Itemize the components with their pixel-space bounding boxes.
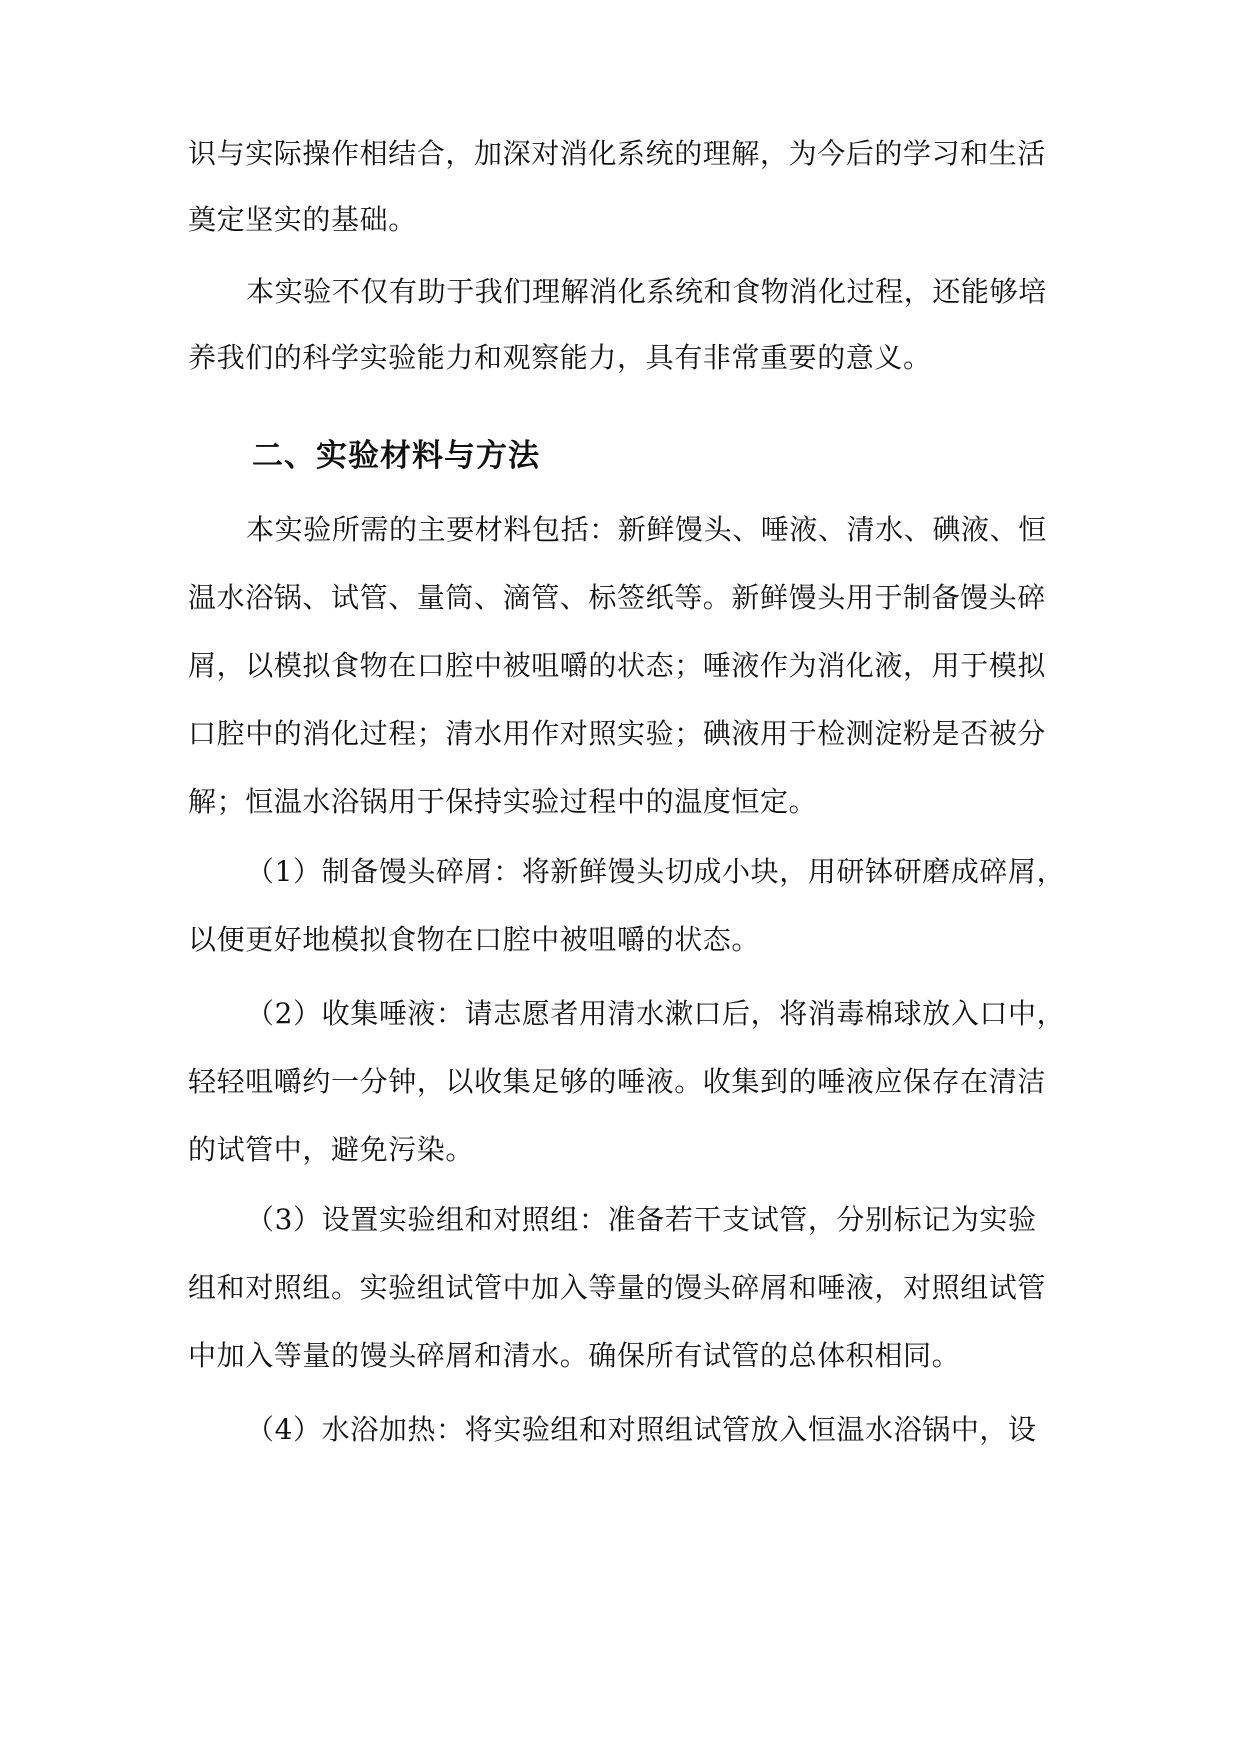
text-line: 组和对照组。实验组试管中加入等量的馒头碎屑和唾液，对照组试管: [188, 1271, 1047, 1304]
text-line: 养我们的科学实验能力和观察能力，具有非常重要的意义。: [188, 341, 932, 374]
text-line: 屑，以模拟食物在口腔中被咀嚼的状态；唾液作为消化液，用于模拟: [188, 649, 1047, 682]
text-line: （3）设置实验组和对照组：准备若干支试管，分别标记为实验: [246, 1203, 1037, 1236]
text-line: （1）制备馒头碎屑：将新鲜馒头切成小块，用研钵研磨成碎屑，: [246, 855, 1066, 888]
text-line: 解；恒温水浴锅用于保持实验过程中的温度恒定。: [188, 785, 818, 818]
text-line: 奠定坚实的基础。: [188, 203, 417, 236]
text-line: 的试管中，避免污染。: [188, 1133, 475, 1166]
text-line: 口腔中的消化过程；清水用作对照实验；碘液用于检测淀粉是否被分: [188, 717, 1047, 750]
text-line: 本实验不仅有助于我们理解消化系统和食物消化过程，还能够培: [246, 275, 1047, 308]
text-line: （4）水浴加热：将实验组和对照组试管放入恒温水浴锅中，设: [246, 1413, 1037, 1446]
text-line: 本实验所需的主要材料包括：新鲜馒头、唾液、清水、碘液、恒: [246, 513, 1047, 546]
text-line: （2）收集唾液：请志愿者用清水漱口后，将消毒棉球放入口中，: [246, 997, 1066, 1030]
text-line: 轻轻咀嚼约一分钟，以收集足够的唾液。收集到的唾液应保存在清洁: [188, 1065, 1047, 1098]
text-line: 识与实际操作相结合，加深对消化系统的理解，为今后的学习和生活: [188, 137, 1047, 170]
text-line: 温水浴锅、试管、量筒、滴管、标签纸等。新鲜馒头用于制备馒头碎: [188, 581, 1047, 614]
text-line: 中加入等量的馒头碎屑和清水。确保所有试管的总体积相同。: [188, 1339, 961, 1372]
text-line: 以便更好地模拟食物在口腔中被咀嚼的状态。: [188, 923, 761, 956]
section-heading: 二、实验材料与方法: [252, 438, 540, 474]
